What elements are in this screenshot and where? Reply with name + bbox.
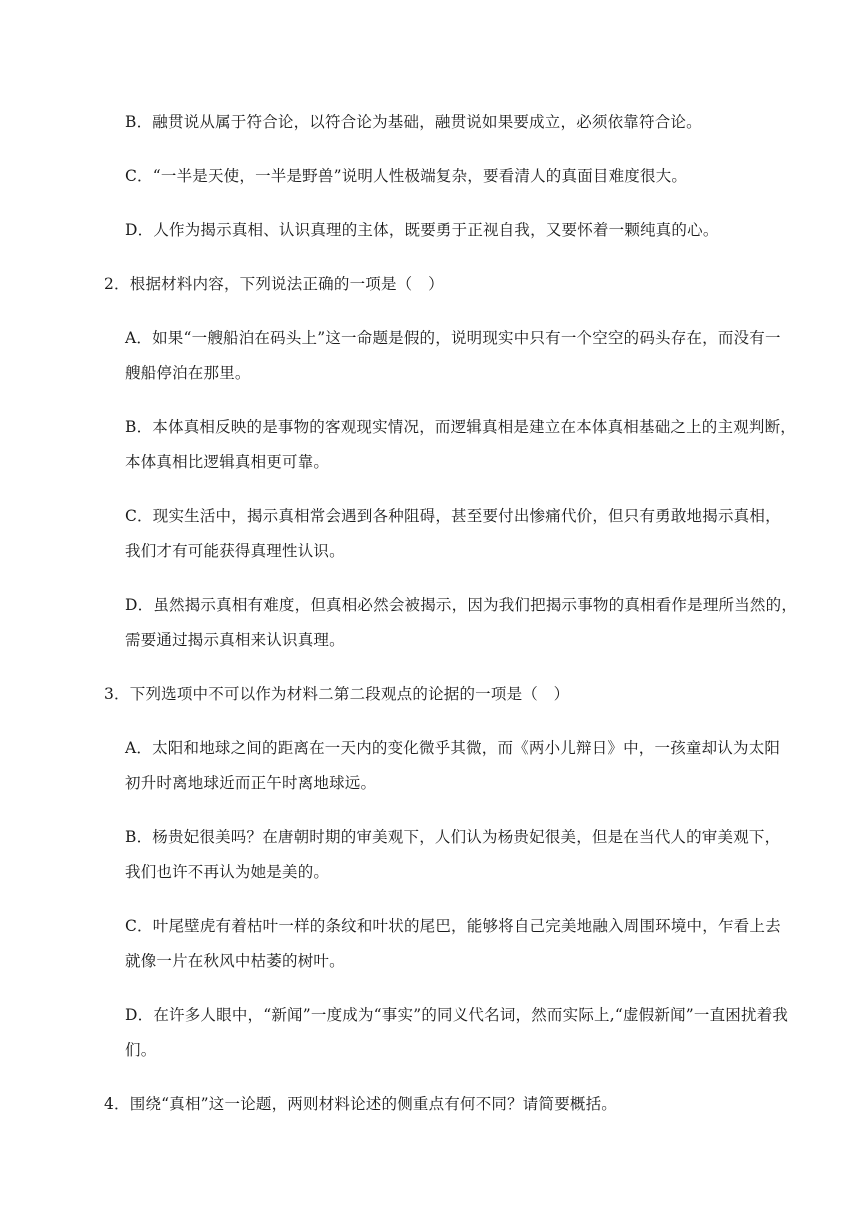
q3-option-b: B．杨贵妃很美吗？在唐朝时期的审美观下，人们认为杨贵妃很美，但是在当代人的审美观下， <box>125 828 781 846</box>
q3-option-b-cont: 我们也许不再认为她是美的。 <box>125 863 330 881</box>
q3-option-d: D．在许多人眼中，“新闻”一度成为“事实”的同义代名词，然而实际上,“虚假新闻”一直困扰着我 <box>125 1006 789 1024</box>
q3-option-a-cont: 初升时离地球近而正午时离地球远。 <box>125 774 377 792</box>
q2-option-d: D．虽然揭示真相有难度，但真相必然会被揭示，因为我们把揭示事物的真相看作是理所当然的， <box>125 596 798 614</box>
q1-option-d: D．人作为揭示真相、认识真理的主体，既要勇于正视自我，又要怀着一颗纯真的心。 <box>125 221 719 239</box>
q3-option-c-cont: 就像一片在秋风中枯萎的树叶。 <box>125 952 345 970</box>
q3-option-a: A．太阳和地球之间的距离在一天内的变化微乎其微，而《两小儿辩日》中，一孩童却认为太阳 <box>125 739 781 757</box>
q2-option-d-cont: 需要通过揭示真相来认识真理。 <box>125 631 345 649</box>
q2-option-a: A．如果“一艘船泊在码头上”这一命题是假的，说明现实中只有一个空空的码头存在，而没有一 <box>125 329 781 347</box>
q1-option-c: C．“一半是天使，一半是野兽”说明人性极端复杂，要看清人的真面目难度很大。 <box>125 167 688 185</box>
q2-option-c-cont: 我们才有可能获得真理性认识。 <box>125 542 345 560</box>
q2-option-b-cont: 本体真相比逻辑真相更可靠。 <box>125 453 330 471</box>
q2-option-c: C．现实生活中，揭示真相常会遇到各种阻碍，甚至要付出惨痛代价，但只有勇敢地揭示真相， <box>125 507 781 525</box>
q3-option-d-cont: 们。 <box>125 1041 157 1059</box>
q1-option-b: B．融贯说从属于符合论，以符合论为基础，融贯说如果要成立，必须依靠符合论。 <box>125 113 702 131</box>
question-3-stem: 3．下列选项中不可以作为材料二第二段观点的论据的一项是（ ） <box>104 685 570 703</box>
q2-option-a-cont: 艘船停泊在那里。 <box>125 364 251 382</box>
q3-option-c: C．叶尾壁虎有着枯叶一样的条纹和叶状的尾巴，能够将自己完美地融入周围环境中，乍看上去 <box>125 917 781 935</box>
question-4-stem: 4．围绕“真相”这一论题，两则材料论述的侧重点有何不同？请简要概括。 <box>104 1095 618 1113</box>
q2-option-b: B．本体真相反映的是事物的客观现实情况，而逻辑真相是建立在本体真相基础之上的主观判断， <box>125 418 796 436</box>
question-2-stem: 2．根据材料内容，下列说法正确的一项是（ ） <box>104 275 444 293</box>
